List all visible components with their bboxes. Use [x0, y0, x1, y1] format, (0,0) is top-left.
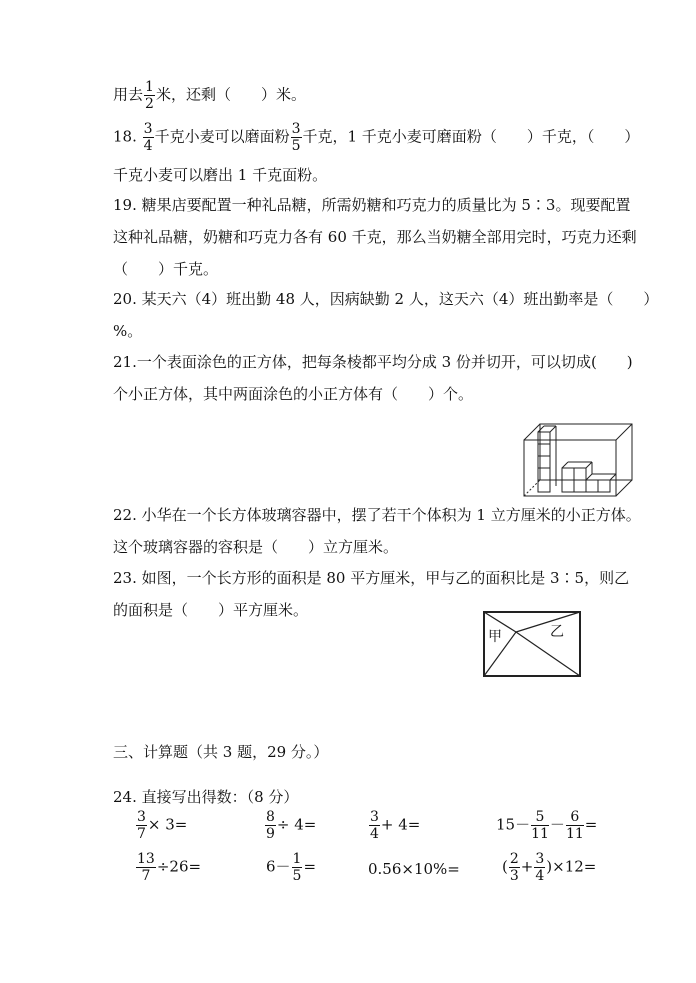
q18-fraction-1: $\frac{3}{4}$	[143, 121, 153, 154]
q21-line-2: 个小正方体，其中两面涂色的小正方体有（ ）个。	[113, 385, 474, 403]
q17-text-pre: 用去	[113, 85, 144, 104]
calc-6: 6－ $\frac{1}{5}$ =	[266, 851, 317, 884]
rectangle-figure	[482, 610, 584, 680]
q17-text-post: 米，还剩（ ）米。	[155, 85, 306, 104]
q23-line-2: 的面积是（ ）平方厘米。	[113, 601, 309, 619]
label-jia: 甲	[488, 629, 502, 645]
calc-3: $\frac{3}{4}$ + 4=	[370, 809, 421, 842]
q17-fraction: $\frac{1}{2}$	[145, 79, 154, 112]
q18-fraction-2: $\frac{3}{5}$	[291, 121, 301, 154]
label-yi: 乙	[550, 624, 564, 640]
q18-text-1: 千克小麦可以磨面粉	[154, 127, 290, 146]
q18-number: 18.	[113, 127, 137, 146]
calc-8: ( $\frac{2}{3}$ + $\frac{3}{4}$ )×12=	[502, 851, 597, 884]
q17-line	[113, 80, 306, 111]
calc-7: 0.56×10%=	[368, 860, 460, 878]
calc-1: $\frac{3}{7}$ × 3=	[137, 809, 188, 842]
q24-title: 24. 直接写出得数：（8 分）	[113, 788, 299, 806]
q18-line-1	[113, 122, 639, 153]
q22-line-1: 22. 小华在一个长方体玻璃容器中，摆了若干个体积为 1 立方厘米的小正方体。	[113, 506, 641, 524]
q19-line-3: （ ）千克。	[113, 260, 219, 278]
glass-container-figure	[520, 420, 640, 500]
q22-line-2: 这个玻璃容器的容积是（ ）立方厘米。	[113, 538, 399, 556]
q18-text-2: 千克，1 千克小麦可磨面粉（ ）千克，（ ）	[302, 127, 640, 146]
q20-line-2: %。	[113, 322, 143, 340]
section-3-title: 三、计算题（共 3 题，29 分。）	[113, 743, 329, 761]
q19-line-2: 这种礼品糖，奶糖和巧克力各有 60 千克，那么当奶糖全部用完时，巧克力还剩	[113, 228, 637, 246]
q23-line-1: 23. 如图，一个长方形的面积是 80 平方厘米，甲与乙的面积比是 3∶5，则乙	[113, 569, 630, 587]
q20-line-1: 20. 某天六（4）班出勤 48 人，因病缺勤 2 人，这天六（4）班出勤率是（ ）	[113, 290, 659, 308]
calc-2: $\frac{8}{9}$ ÷ 4=	[266, 809, 317, 842]
q18-line-2: 千克小麦可以磨出 1 千克面粉。	[113, 166, 328, 184]
q19-line-1: 19. 糖果店要配置一种礼品糖，所需奶糖和巧克力的质量比为 5∶3。现要配置	[113, 196, 631, 214]
calc-4: 15－ $\frac{5}{11}$ － $\frac{6}{11}$ =	[496, 809, 598, 842]
calc-5: $\frac{13}{7}$ ÷26=	[137, 851, 202, 884]
q21-line-1: 21.一个表面涂色的正方体，把每条棱都平均分成 3 份并切开，可以切成( )	[113, 353, 633, 371]
